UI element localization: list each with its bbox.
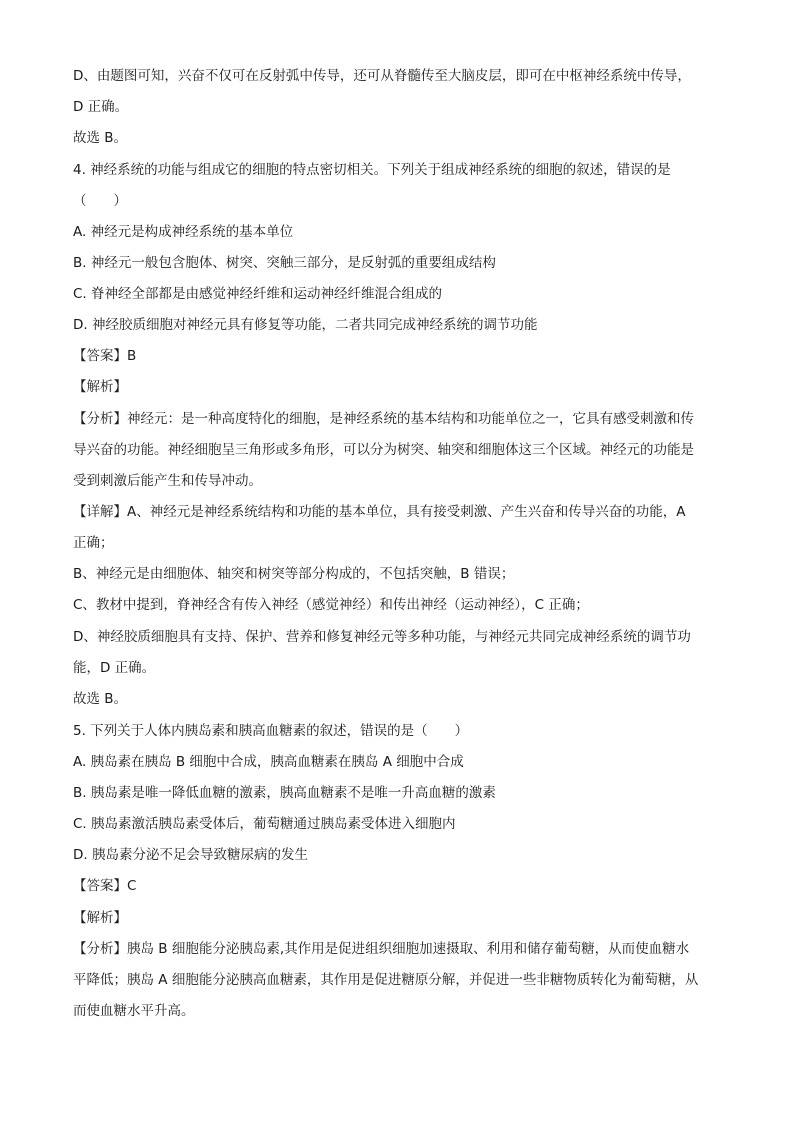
question-4-blank: （ ） (73, 193, 127, 209)
answer-label: 【答案】C (73, 878, 137, 894)
text-line: D、由题图可知，兴奋不仅可在反射弧中传导，还可从脊髓传至大脑皮层，即可在中枢神经系统中传导， (73, 68, 691, 84)
analysis-text: 【分析】胰岛 B 细胞能分泌胰岛素,其作用是促进组织细胞加速摄取、利用和储存葡萄糖，从而使血糖水 (73, 941, 690, 957)
text-line: 故选 B。 (73, 691, 128, 707)
analysis-text: 而使血糖水平升高。 (73, 1003, 195, 1019)
detail-text: 正确； (73, 535, 114, 551)
detail-text: 能，D 正确。 (73, 660, 156, 676)
text-line: 故选 B。 (73, 130, 128, 146)
analysis-label: 【解析】 (73, 379, 127, 395)
detail-text: 【详解】A、神经元是神经系统结构和功能的基本单位，具有接受刺激、产生兴奋和传导兴奋的功能，A (73, 504, 686, 520)
analysis-label: 【解析】 (73, 910, 127, 926)
option-d: D. 神经胶质细胞对神经元具有修复等功能，二者共同完成神经系统的调节功能 (73, 317, 538, 333)
analysis-text: 【分析】神经元：是一种高度特化的细胞，是神经系统的基本结构和功能单位之一，它具有感受刺激和传 (73, 411, 694, 427)
question-5-stem: 5. 下列关于人体内胰岛素和胰高血糖素的叙述，错误的是（ ） (73, 723, 469, 739)
detail-text: C、教材中提到，脊神经含有传入神经（感觉神经）和传出神经（运动神经），C 正确； (73, 597, 589, 613)
answer-label: 【答案】B (73, 348, 137, 364)
option-b: B. 胰岛素是唯一降低血糖的激素，胰高血糖素不是唯一升高血糖的激素 (73, 785, 496, 801)
option-d: D. 胰岛素分泌不足会导致糖尿病的发生 (73, 847, 308, 863)
analysis-text: 平降低；胰岛 A 细胞能分泌胰高血糖素，其作用是促进糖原分解，并促进一些非糖物质转化为葡萄糖，从 (73, 972, 699, 988)
detail-text: D、神经胶质细胞具有支持、保护、营养和修复神经元等多种功能，与神经元共同完成神经系统的调节功 (73, 629, 691, 645)
option-b: B. 神经元一般包含胞体、树突、突触三部分，是反射弧的重要组成结构 (73, 255, 496, 271)
analysis-text: 导兴奋的功能。神经细胞呈三角形或多角形，可以分为树突、轴突和细胞体这三个区域。神经元的功能是 (73, 442, 694, 458)
analysis-text: 受到刺激后能产生和传导冲动。 (73, 473, 262, 489)
option-a: A. 胰岛素在胰岛 B 细胞中合成，胰高血糖素在胰岛 A 细胞中合成 (73, 754, 464, 770)
detail-text: B、神经元是由细胞体、轴突和树突等部分构成的，不包括突触，B 错误； (73, 566, 515, 582)
text-line: D 正确。 (73, 99, 129, 115)
option-c: C. 胰岛素激活胰岛素受体后，葡萄糖通过胰岛素受体进入细胞内 (73, 816, 456, 832)
question-4-stem: 4. 神经系统的功能与组成它的细胞的特点密切相关。下列关于组成神经系统的细胞的叙述，错误的是 (73, 162, 671, 178)
option-a: A. 神经元是构成神经系统的基本单位 (73, 224, 294, 240)
option-c: C. 脊神经全部都是由感觉神经纤维和运动神经纤维混合组成的 (73, 286, 443, 302)
